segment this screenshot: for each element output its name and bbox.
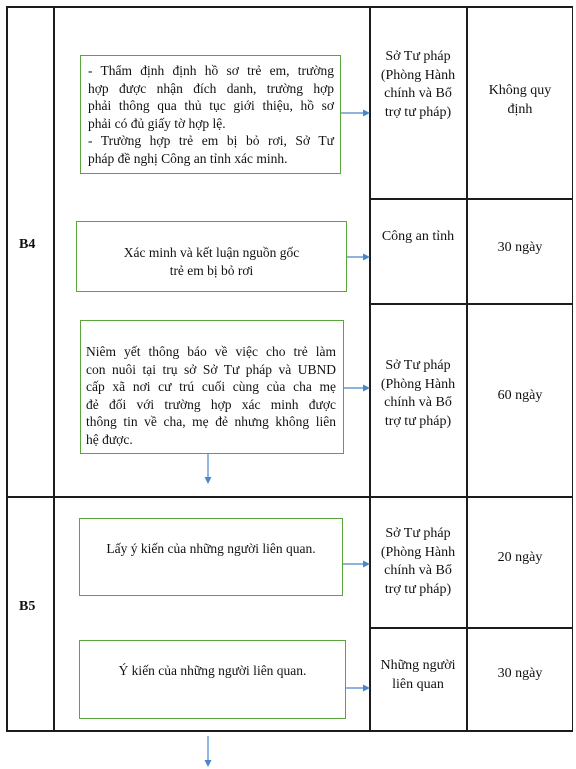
arrow-right-icon [343, 559, 371, 569]
arrow-right-icon [341, 108, 371, 118]
cell-divider-b5-1 [369, 627, 573, 629]
column-divider-label [53, 6, 55, 731]
step-text-b5-collect-opinions: Lấy ý kiến của những người liên quan. [106, 541, 316, 556]
agency-cell-b4-1: Sở Tư pháp (Phòng Hành chính và Bổ trợ tư pháp) [380, 49, 456, 120]
step-box-b5-opinions [79, 640, 346, 719]
arrow-right-icon [344, 383, 371, 393]
table-border-top [6, 6, 573, 8]
step-text-b5-opinions: Ý kiến của những người liên quan. [118, 663, 307, 678]
agency-cell-b4-2: Công an tỉnh [381, 229, 455, 244]
time-cell-b5-1: 20 ngày [497, 550, 543, 565]
step-text-b4-verify-origin: Xác minh và kết luận nguồn gốc trẻ em bị bỏ rơi [123, 245, 300, 278]
agency-cell-b5-1: Sở Tư pháp (Phòng Hành chính và Bổ trợ tư pháp) [380, 526, 456, 597]
arrow-right-icon [347, 252, 371, 262]
agency-cell-b4-3: Sở Tư pháp (Phòng Hành chính và Bổ trợ tư pháp) [380, 358, 456, 429]
row-label-b4: B4 [19, 237, 36, 252]
step-text-b4-public-notice: Niêm yết thông báo về việc cho trẻ làm con nuôi tại trụ sở Sở Tư pháp và UBND cấp xã nơi cư trú cuối cùng của cha mẹ đẻ đối với trường hợp xác minh được thông tin về cha, mẹ đẻ nhưng không liên hệ được. [86, 344, 336, 447]
row-divider-b4-b5 [6, 496, 573, 498]
cell-divider-b4-1 [369, 198, 573, 200]
table-border-right [572, 6, 574, 731]
row-label-b5: B5 [19, 599, 36, 614]
table-border-left [6, 6, 8, 731]
cell-divider-b4-2 [369, 303, 573, 305]
time-cell-b4-2: 30 ngày [497, 240, 543, 255]
time-cell-b5-2: 30 ngày [497, 666, 543, 681]
arrow-right-icon [346, 683, 371, 693]
step-text-b4-verify-dossier: - Thẩm định định hồ sơ trẻ em, trường hợp được nhận đích danh, trường hợp phải thông qua thủ tục giới thiệu, hồ sơ phải có đủ giấy tờ hợp lệ. - Trường hợp trẻ em bị bỏ rơi, Sở Tư pháp đề nghị Công an tỉnh xác minh. [88, 63, 334, 166]
column-divider-time [466, 6, 468, 731]
arrow-down-icon [202, 454, 214, 485]
time-cell-b4-1: Không quy định [488, 83, 552, 117]
agency-cell-b5-2: Những người liên quan [380, 658, 456, 692]
time-cell-b4-3: 60 ngày [497, 388, 543, 403]
arrow-down-icon [202, 736, 214, 768]
table-border-bottom [6, 730, 573, 732]
